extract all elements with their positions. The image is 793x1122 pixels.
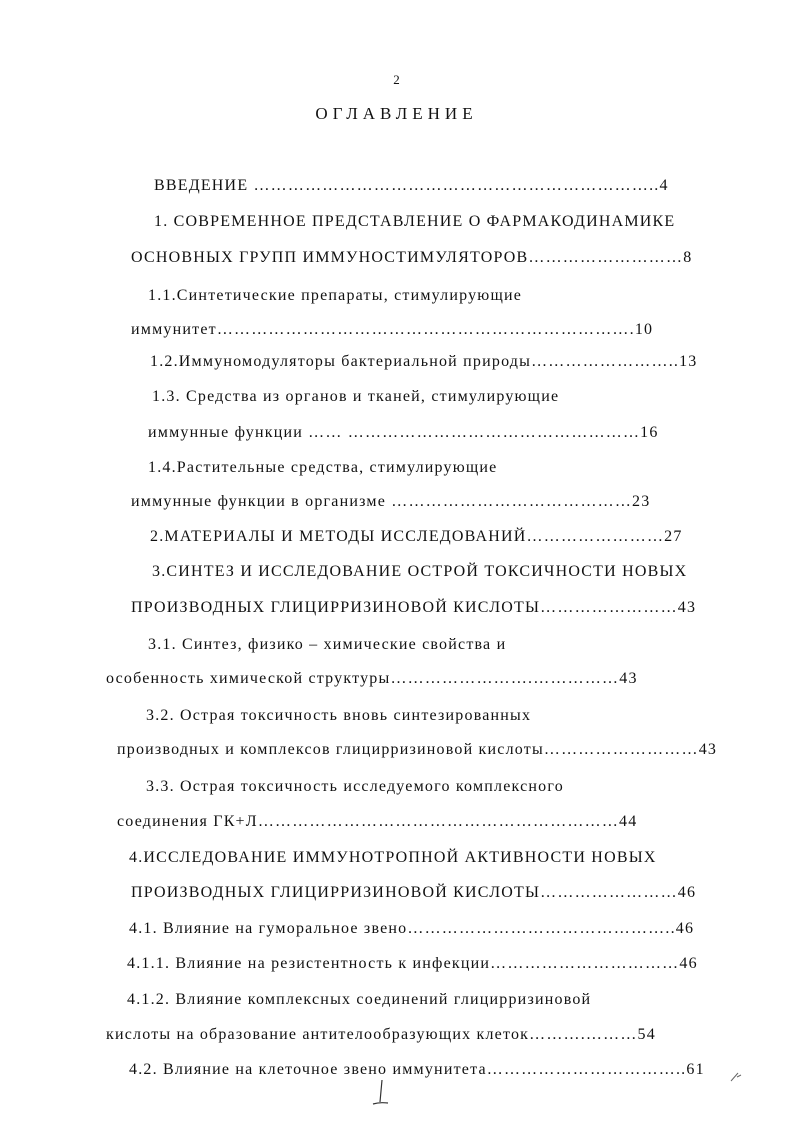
toc-entry: ОСНОВНЫХ ГРУПП ИММУНОСТИМУЛЯТОРОВ………………………8 [131,249,693,266]
toc-entry: производных и комплексов глицирризиновой кислоты………………………43 [117,741,718,758]
scan-speck [728,1068,744,1084]
toc-entry: 4.2. Влияние на клеточное звено иммунитета……………………………..61 [129,1061,705,1078]
toc-entry: 1.4.Растительные средства, стимулирующие [148,459,498,476]
toc-entry: 3.2. Острая токсичность вновь синтезированных [146,707,532,724]
toc-entry: 3.3. Острая токсичность исследуемого комплексного [146,778,564,795]
toc-entry: ПРОИЗВОДНЫХ ГЛИЦИРРИЗИНОВОЙ КИСЛОТЫ……………………43 [131,599,697,616]
toc-entry: 4.1. Влияние на гуморальное звено………………………………………..46 [129,920,695,937]
toc-entry: 1.3. Средства из органов и тканей, стимулирующие [152,388,560,405]
page-title: ОГЛАВЛЕНИЕ [315,104,478,123]
toc-entry: ВВЕДЕНИЕ ……………………………………………………………..4 [154,177,669,194]
toc-entry: иммунные функции в организме ……………………………………23 [131,493,651,510]
toc-entry: ПРОИЗВОДНЫХ ГЛИЦИРРИЗИНОВОЙ КИСЛОТЫ……………………46 [131,884,697,901]
toc-entry: 3.1. Синтез, физико – химические свойства и [148,636,507,653]
scan-mark-stroke [373,1080,388,1104]
toc-entry: 4.ИССЛЕДОВАНИЕ ИММУНОТРОПНОЙ АКТИВНОСТИ НОВЫХ [129,849,657,866]
toc-entry: особенность химической структуры…………………….……………43 [106,670,638,687]
toc-entry: кислоты на образование антителообразующих клеток……….………54 [106,1026,656,1043]
toc-entry: иммунитет……………………………………………………………….10 [131,321,654,338]
page-number: 2 [393,72,400,87]
toc-entry: 1. СОВРЕМЕННОЕ ПРЕДСТАВЛЕНИЕ О ФАРМАКОДИНАМИКЕ [154,213,676,230]
scan-mark [368,1078,392,1108]
toc-entry: 1.1.Синтетические препараты, стимулирующие [148,287,523,304]
toc-entry: 4.1.2. Влияние комплексных соединений глицирризиновой [127,991,592,1008]
toc-entry: соединения ГК+Л………………………………………………………44 [117,813,638,830]
toc-entry: 4.1.1. Влияние на резистентность к инфекции……………………………46 [127,955,698,972]
toc-entry: 3.СИНТЕЗ И ИССЛЕДОВАНИЕ ОСТРОЙ ТОКСИЧНОСТИ НОВЫХ [152,563,688,580]
toc-entry: 1.2.Иммуномодуляторы бактериальной природы……………………..13 [150,353,698,370]
toc-entry: 2.МАТЕРИАЛЫ И МЕТОДЫ ИССЛЕДОВАНИЙ……………………27 [150,528,683,545]
toc-entry: иммунные функции …… ……………………………………………16 [148,424,659,441]
